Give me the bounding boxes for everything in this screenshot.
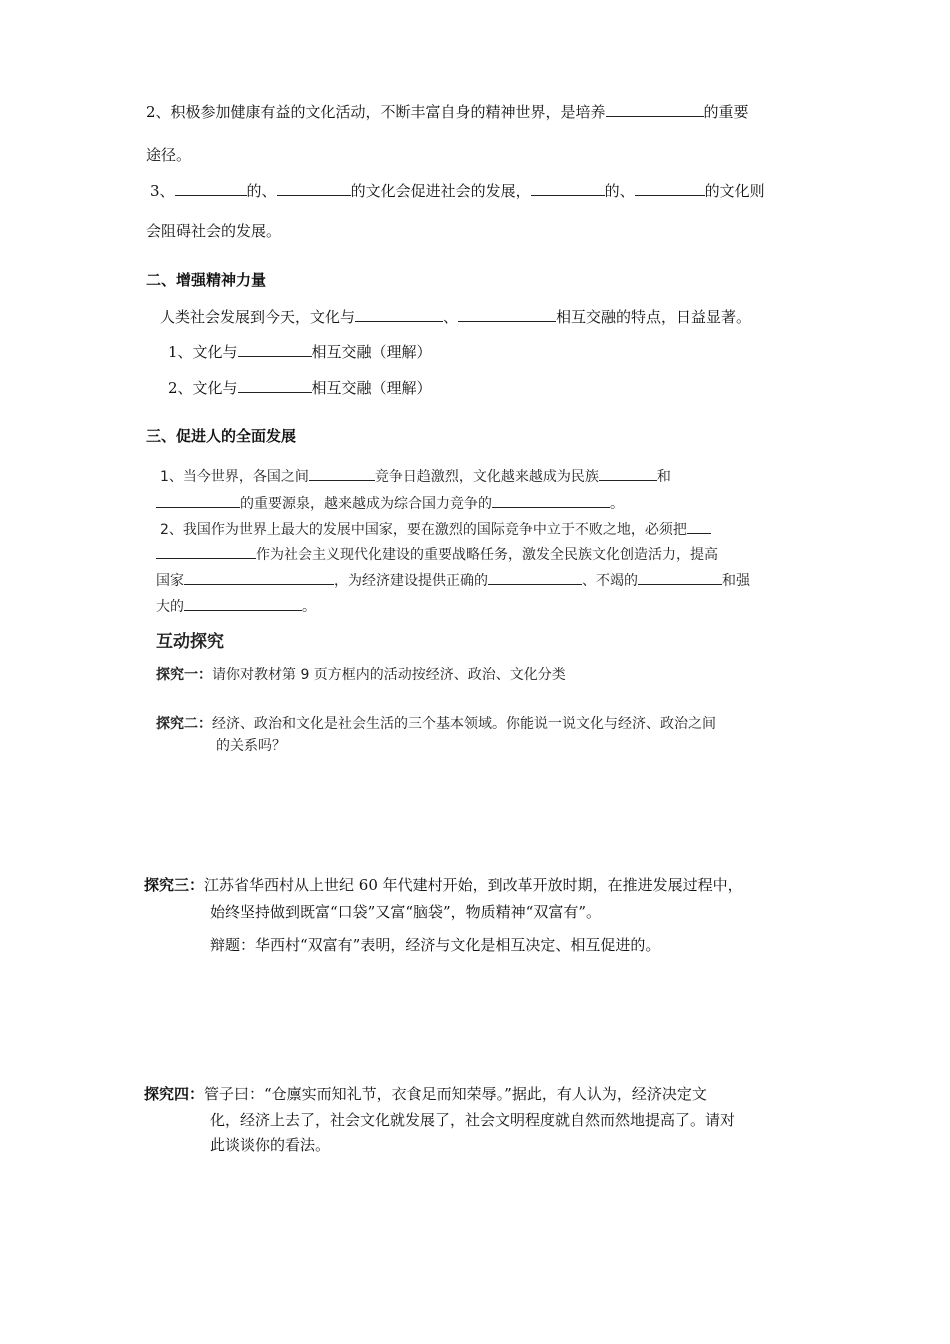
blank-cultivate[interactable] bbox=[606, 102, 704, 117]
s3-p2-line4 bbox=[156, 596, 316, 617]
q3-line2 bbox=[210, 902, 601, 922]
item3-sep2: 的、 bbox=[604, 182, 635, 200]
q4-text-cont2: 此谈谈你的看法。 bbox=[210, 1136, 331, 1154]
blank-intro2[interactable] bbox=[458, 307, 556, 322]
s2-item2-end: 相互交融（理解） bbox=[311, 379, 432, 397]
q2-text: 经济、政治和文化是社会生活的三个基本领域。你能说一说文化与经济、政治之间 bbox=[212, 716, 716, 732]
s3-p2-period: 。 bbox=[302, 599, 316, 615]
blank-s2-2[interactable] bbox=[238, 378, 312, 393]
blank-s3-7[interactable] bbox=[184, 570, 334, 585]
item3-sep1: 的、 bbox=[246, 182, 277, 200]
s3-p1-cont: 的重要源泉，越来越成为综合国力竞争的 bbox=[240, 496, 492, 512]
blank-3a[interactable] bbox=[175, 181, 247, 196]
q3-text-cont: 始终坚持做到既富“口袋”又富“脑袋”，物质精神“双富有”。 bbox=[210, 903, 602, 921]
item2-text: 2、积极参加健康有益的文化活动，不断丰富自身的精神世界，是培养 bbox=[146, 103, 606, 121]
s3-p1-and: 和 bbox=[656, 469, 671, 485]
q4-text: 管子曰：“仓廪实而知礼节，衣食足而知荣辱。”据此，有人认为，经济决定文 bbox=[204, 1085, 707, 1103]
q4-line3 bbox=[210, 1135, 330, 1155]
q1 bbox=[156, 665, 566, 685]
q3-line1 bbox=[144, 875, 743, 895]
s3-p2-endless: 、不竭的 bbox=[582, 573, 638, 589]
s3-p1-line2 bbox=[156, 493, 624, 514]
q1-text: 请你对教材第 9 页方框内的活动按经济、政治、文化分类 bbox=[212, 667, 566, 683]
q2-line2 bbox=[216, 736, 286, 756]
s3-p2-mid: 作为社会主义现代化建设的重要战略任务，激发全民族文化创造活力，提高 bbox=[256, 547, 718, 563]
blank-s2-1[interactable] bbox=[238, 342, 312, 357]
q4-text-cont1: 化，经济上去了，社会文化就发展了，社会文明程度就自然而然地提高了。请对 bbox=[210, 1111, 736, 1129]
s3-p1-text: 1、当今世界，各国之间 bbox=[160, 469, 309, 485]
s3-p2-text: 2、我国作为世界上最大的发展中国家，要在激烈的国际竞争中立于不败之地，必须把 bbox=[160, 522, 687, 538]
section2-heading: 二、增强精神力量 bbox=[146, 271, 267, 289]
item2-line1 bbox=[146, 102, 749, 122]
q3-line3 bbox=[210, 935, 660, 955]
blank-s3-8[interactable] bbox=[488, 570, 582, 585]
s3-p2-line1 bbox=[160, 519, 711, 540]
item2-text-cont: 途径。 bbox=[146, 146, 192, 164]
section2-item2 bbox=[168, 378, 432, 398]
item2-line2 bbox=[146, 145, 191, 165]
item3-num: 3、 bbox=[150, 182, 175, 200]
s3-p1-period: 。 bbox=[610, 496, 624, 512]
blank-3d[interactable] bbox=[635, 181, 705, 196]
s3-p1-mid: 竞争日趋激烈，文化越来越成为民族 bbox=[374, 469, 599, 485]
blank-s3-9[interactable] bbox=[638, 570, 722, 585]
blank-s3-4[interactable] bbox=[492, 493, 610, 508]
blank-s3-6[interactable] bbox=[156, 544, 256, 559]
intro-sep: 、 bbox=[443, 308, 459, 326]
blank-s3-5[interactable] bbox=[687, 519, 711, 534]
blank-3b[interactable] bbox=[277, 181, 351, 196]
blank-s3-2[interactable] bbox=[599, 466, 657, 481]
s3-p1-line1 bbox=[160, 466, 671, 487]
intro-text: 人类社会发展到今天，文化与 bbox=[160, 308, 356, 326]
s2-item1-text: 1、文化与 bbox=[168, 343, 238, 361]
interactive-heading: 互动探究 bbox=[156, 632, 224, 652]
q2-text-cont: 的关系吗？ bbox=[216, 738, 286, 754]
s2-item2-text: 2、文化与 bbox=[168, 379, 238, 397]
q1-label: 探究一： bbox=[156, 667, 212, 683]
s3-p2-line3 bbox=[156, 570, 750, 591]
s3-p2-country: 国家 bbox=[156, 573, 184, 589]
q3-label: 探究三： bbox=[144, 876, 205, 894]
q4-line1 bbox=[144, 1084, 707, 1104]
blank-s3-1[interactable] bbox=[309, 466, 375, 481]
q2-line1 bbox=[156, 714, 716, 734]
item3-cont: 会阻碍社会的发展。 bbox=[146, 222, 282, 240]
q4-label: 探究四： bbox=[144, 1085, 205, 1103]
blank-3c[interactable] bbox=[531, 181, 605, 196]
item3-line1 bbox=[150, 181, 765, 201]
section2-item1 bbox=[168, 342, 432, 362]
intro-end: 相互交融的特点，日益显著。 bbox=[556, 308, 752, 326]
section3-heading: 三、促进人的全面发展 bbox=[146, 427, 297, 445]
blank-s3-3[interactable] bbox=[156, 493, 240, 508]
s3-p2-strong: 和强 bbox=[722, 573, 750, 589]
blank-intro1[interactable] bbox=[355, 307, 443, 322]
q2-label: 探究二： bbox=[156, 716, 212, 732]
q4-line2 bbox=[210, 1110, 735, 1130]
item3-end: 的文化则 bbox=[704, 182, 765, 200]
s3-p2-line2 bbox=[156, 544, 718, 565]
item2-text-end: 的重要 bbox=[703, 103, 749, 121]
s3-p2-provide: ，为经济建设提供正确的 bbox=[334, 573, 488, 589]
item3-mid: 的文化会促进社会的发展， bbox=[350, 182, 531, 200]
blank-s3-10[interactable] bbox=[184, 596, 302, 611]
q3-debate: 辩题：华西村“双富有”表明，经济与文化是相互决定、相互促进的。 bbox=[210, 936, 661, 954]
section2-intro bbox=[160, 307, 751, 327]
q3-text: 江苏省华西村从上世纪 60 年代建村开始，到改革开放时期，在推进发展过程中， bbox=[204, 876, 743, 894]
item3-line2 bbox=[146, 221, 281, 241]
s3-p2-big: 大的 bbox=[156, 599, 184, 615]
s2-item1-end: 相互交融（理解） bbox=[311, 343, 432, 361]
